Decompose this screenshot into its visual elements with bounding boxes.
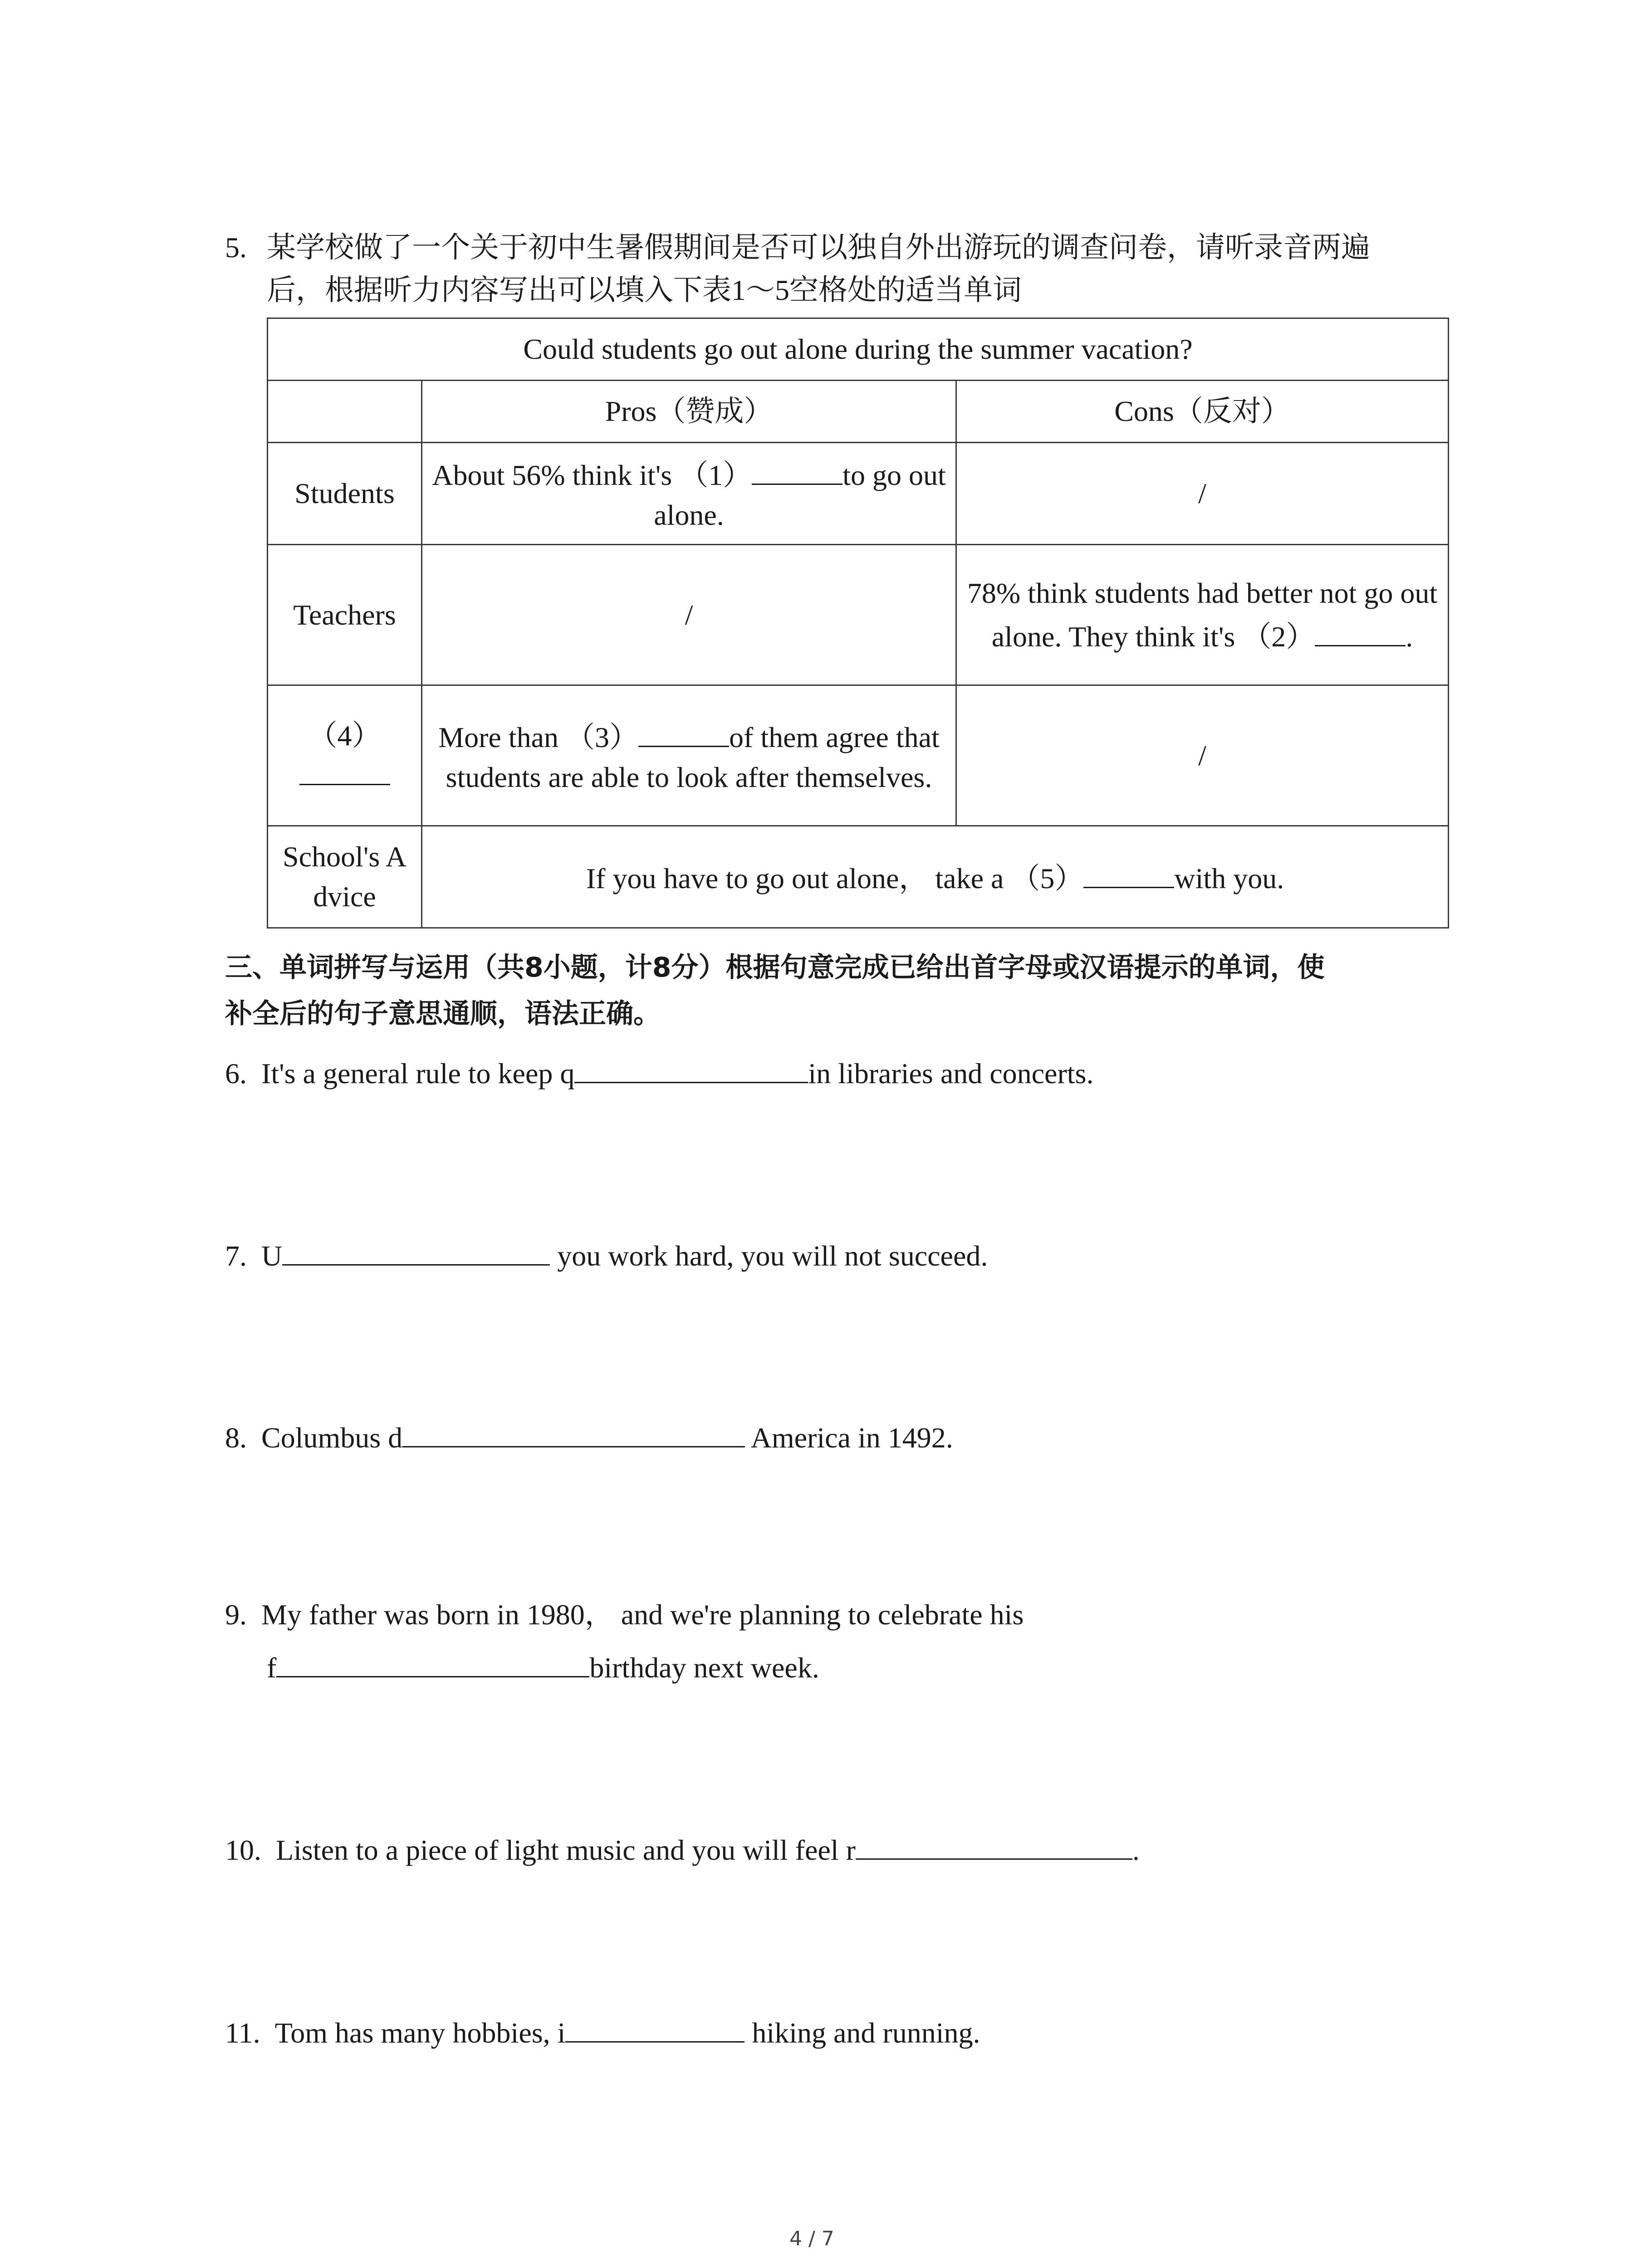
question-5-line-1: 某学校做了一个关于初中生暑假期间是否可以独自外出游玩的调查问卷，请听录音两遍: [267, 231, 1370, 264]
question-text-before: Columbus d: [261, 1422, 403, 1454]
blank-1[interactable]: [752, 452, 843, 485]
header-blank-cell: [268, 381, 422, 443]
question-10: [225, 1827, 1140, 1873]
row-label-advice: School's Advice: [268, 826, 422, 928]
students-pros-text-b: to go out alone.: [654, 459, 946, 531]
question-11: [225, 2009, 980, 2056]
row-label-teachers: Teachers: [268, 545, 422, 685]
answer-blank-6[interactable]: [574, 1050, 808, 1083]
header-cons: Cons（反对）: [956, 381, 1449, 443]
table-row: [268, 826, 1449, 928]
question-text-after: you work hard, you will not succeed.: [550, 1240, 988, 1272]
advice-text-b: with you.: [1174, 862, 1284, 894]
question-9-line-2: [267, 1644, 819, 1691]
answer-blank-7[interactable]: [282, 1232, 550, 1266]
blank-5[interactable]: [1083, 855, 1174, 888]
advice-text-a: If you have to go out alone， take a （5）: [586, 862, 1084, 894]
question-text-after: hiking and running.: [745, 2017, 980, 2049]
teachers-cons-text-a: 78% think students had better not go out alone. They think it's （2）: [967, 577, 1438, 653]
blank-4[interactable]: [299, 766, 390, 785]
table-title: Could students go out alone during the summer vacation?: [268, 318, 1449, 381]
question-number: 11.: [225, 2017, 260, 2049]
group4-pros-text-a: More than （3）: [438, 721, 639, 753]
question-text-before: f: [267, 1652, 277, 1684]
section-3-heading-line-2: 补全后的句子意思通顺，语法正确。: [225, 998, 661, 1030]
question-number: 6.: [225, 1057, 247, 1090]
advice-cell: [422, 826, 1449, 928]
question-number: 10.: [225, 1834, 261, 1866]
question-number: 7.: [225, 1240, 247, 1272]
question-number: 9.: [225, 1598, 247, 1631]
table-row: [268, 443, 1449, 545]
question-7: [225, 1232, 988, 1279]
question-text-line-1: My father was born in 1980， and we're planning to celebrate his: [261, 1598, 1024, 1631]
teachers-pros-cell: /: [422, 545, 956, 685]
section-3-heading-line-1: 三、单词拼写与运用（共8小题，计8分）根据句意完成已给出首字母或汉语提示的单词，使: [225, 952, 1325, 983]
question-text-before: U: [261, 1240, 283, 1272]
label-4: （4）: [308, 719, 381, 752]
question-text-before: It's a general rule to keep q: [261, 1057, 575, 1090]
students-pros-cell: [422, 443, 956, 545]
teachers-cons-text-b: .: [1406, 620, 1413, 653]
blank-2[interactable]: [1315, 613, 1406, 646]
row-label-blank-4: [268, 685, 422, 826]
question-9-line-1: [225, 1592, 1024, 1637]
teachers-cons-cell: [956, 545, 1449, 685]
survey-table: [267, 318, 1449, 929]
students-cons-cell: /: [956, 443, 1449, 545]
group4-pros-text-b: of them agree that students are able to look after themselves.: [446, 721, 940, 793]
group4-pros-cell: [422, 685, 956, 826]
table-title-row: [268, 318, 1449, 381]
question-text-after: in libraries and concerts.: [808, 1057, 1094, 1090]
question-6: [225, 1050, 1093, 1096]
blank-3[interactable]: [638, 714, 729, 747]
page-number: 4 / 7: [789, 2227, 834, 2250]
answer-blank-10[interactable]: [856, 1827, 1132, 1860]
question-5-number: 5.: [225, 231, 247, 264]
header-pros: Pros（赞成）: [422, 381, 956, 443]
question-text-after: America in 1492.: [745, 1422, 953, 1454]
question-8: [225, 1414, 953, 1461]
answer-blank-9[interactable]: [276, 1644, 589, 1677]
table-row: [268, 685, 1449, 826]
question-5-line-2: 后，根据听力内容写出可以填入下表1～5空格处的适当单词: [267, 274, 1022, 306]
question-text-after: birthday next week.: [589, 1652, 819, 1684]
question-number: 8.: [225, 1422, 247, 1454]
answer-blank-8[interactable]: [402, 1414, 745, 1447]
question-text-after: .: [1132, 1834, 1140, 1866]
row-label-students: Students: [268, 443, 422, 545]
question-text-before: Tom has many hobbies, i: [274, 2017, 566, 2049]
table-header-row: [268, 381, 1449, 443]
students-pros-text-a: About 56% think it's （1）: [432, 459, 752, 491]
group4-cons-cell: /: [956, 685, 1449, 826]
answer-blank-11[interactable]: [565, 2009, 745, 2043]
question-text-before: Listen to a piece of light music and you will feel r: [276, 1834, 856, 1866]
table-row: [268, 545, 1449, 685]
